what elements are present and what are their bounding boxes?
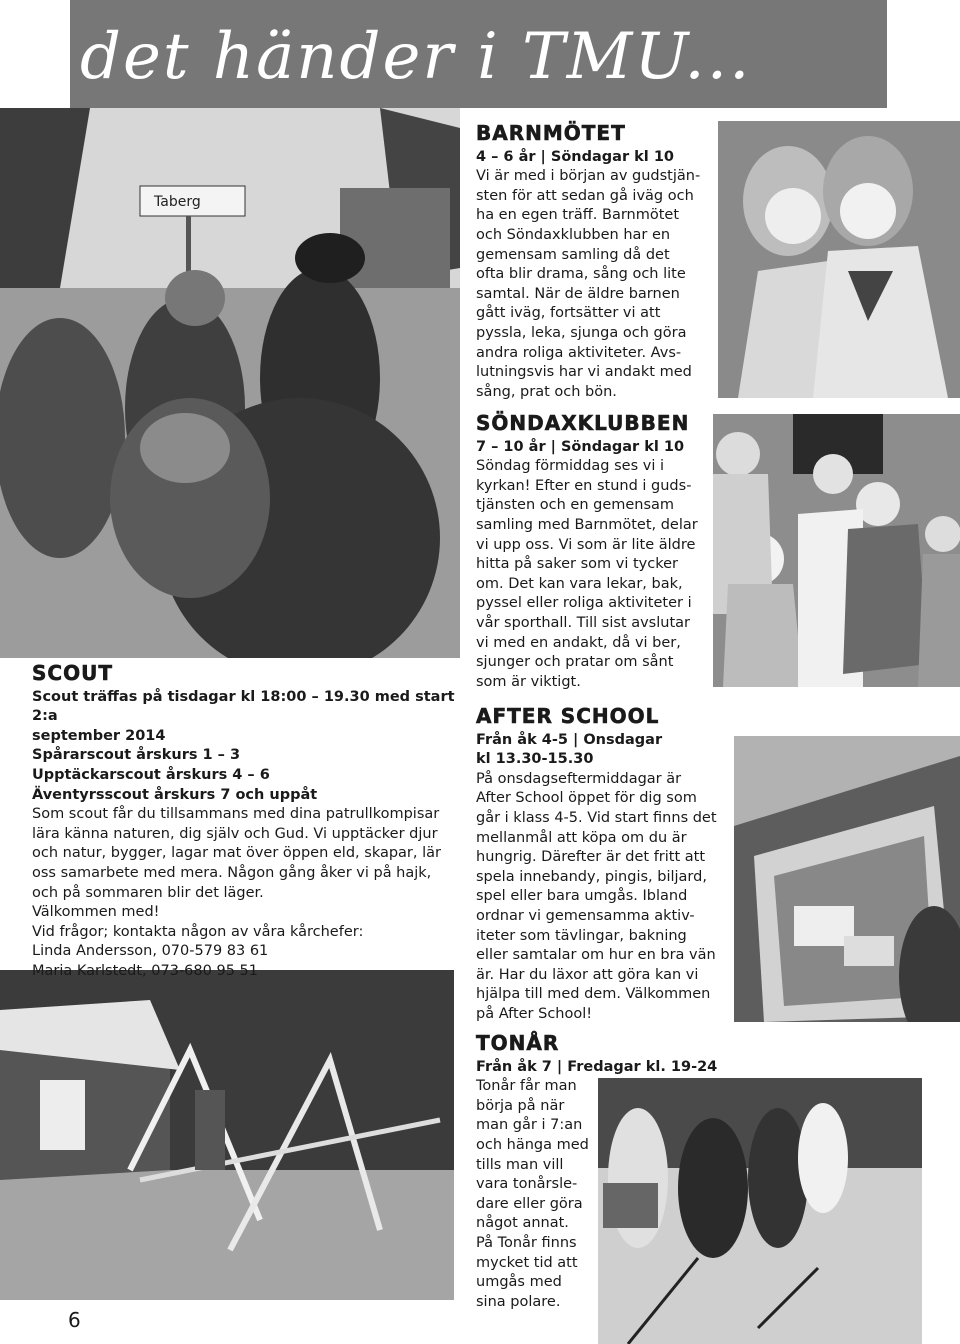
- text-line: andra roliga aktiviteter. Avs-: [476, 344, 682, 361]
- text-line: Söndag förmiddag ses vi i: [476, 458, 664, 475]
- text-line: sten för att sedan gå iväg och: [476, 187, 694, 204]
- text-line: Tonår får man: [476, 1078, 577, 1095]
- text-line: eller samtalar om hur en bra vän: [476, 947, 716, 964]
- after-school-photo: [734, 736, 960, 1022]
- text-line: tills man vill: [476, 1156, 564, 1173]
- text-line: på After School!: [476, 1005, 593, 1022]
- barnmotet-meta: 4 – 6 år | Söndagar kl 10: [476, 148, 674, 165]
- after-school-heading: AFTER SCHOOL: [476, 704, 660, 728]
- text-line: pyssla, leka, sjunga och göra: [476, 324, 687, 341]
- scout-meta-line: Äventyrsscout årskurs 7 och uppåt: [32, 786, 318, 803]
- text-line: mycket tid att: [476, 1254, 578, 1271]
- text-line: man går i 7:an: [476, 1117, 583, 1134]
- scout-meta-line: Spårarscout årskurs 1 – 3: [32, 747, 241, 764]
- scout-meta-line: Scout träffas på tisdagar kl 18:00 – 19.30 med start 2:a: [32, 688, 455, 725]
- text-line: Vi är med i början av gudstjän-: [476, 168, 701, 185]
- scout-camp-photo: [0, 108, 460, 658]
- text-line: något annat.: [476, 1215, 569, 1232]
- text-line: gemensam samling då det: [476, 246, 670, 263]
- text-line: dare eller göra: [476, 1195, 583, 1212]
- text-line: ha en egen träff. Barnmötet: [476, 207, 680, 224]
- text-line: som är viktigt.: [476, 673, 581, 690]
- text-line: samling med Barnmötet, delar: [476, 516, 698, 533]
- text-line: och hänga med: [476, 1136, 589, 1153]
- barnmotet-heading: BARNMÖTET: [476, 121, 626, 145]
- text-line: spel eller bara umgås. Ibland: [476, 888, 688, 905]
- text-line: och natur, bygger, lagar mat över öppen eld, skapar, lär: [32, 845, 441, 862]
- scout-meta-line: september 2014: [32, 727, 166, 744]
- text-line: iteter som tävlingar, bakning: [476, 927, 687, 944]
- text-line: sång, prat och bön.: [476, 383, 617, 400]
- sondaxklubben-section: [476, 411, 712, 692]
- text-line: hjälpa till med dem. Välkommen: [476, 986, 711, 1003]
- text-line: och på sommaren blir det läger.: [32, 884, 264, 901]
- text-line: hitta på saker som vi tycker: [476, 556, 678, 573]
- text-line: sjunger och pratar om sånt: [476, 654, 674, 671]
- page-number: 6: [68, 1308, 81, 1332]
- text-line: är. Har du läxor att göra kan vi: [476, 966, 699, 983]
- text-line: På onsdagseftermiddagar är: [476, 770, 682, 787]
- text-line: vi upp oss. Vi som är lite äldre: [476, 536, 696, 553]
- text-line: Maria Karlstedt, 073-680 95 51: [32, 962, 258, 979]
- text-line: Välkommen med!: [32, 904, 160, 921]
- tonar-heading: TONÅR: [476, 1031, 560, 1055]
- text-line: och Söndaxklubben har en: [476, 226, 671, 243]
- after-school-meta-line: kl 13.30-15.30: [476, 751, 594, 768]
- text-line: samtal. När de äldre barnen: [476, 285, 680, 302]
- text-line: Som scout får du tillsammans med dina patrullkompisar: [32, 806, 440, 823]
- sondaxklubben-photo: [713, 414, 960, 687]
- scout-section: [32, 661, 462, 982]
- text-line: oss samarbete med mera. Någon gång åker vi på hajk,: [32, 864, 432, 881]
- text-line: Linda Andersson, 070-579 83 61: [32, 943, 269, 960]
- scout-building-photo: [0, 970, 454, 1300]
- sondaxklubben-heading: SÖNDAXKLUBBEN: [476, 411, 690, 435]
- barnmotet-section: [476, 121, 716, 402]
- text-line: lutningsvis har vi andakt med: [476, 364, 692, 381]
- sign-text: Taberg: [154, 194, 201, 210]
- text-line: kyrkan! Efter en stund i guds-: [476, 477, 692, 494]
- text-line: After School öppet för dig som: [476, 790, 697, 807]
- after-school-meta-line: Från åk 4-5 | Onsdagar: [476, 731, 663, 748]
- tonar-section: [476, 1031, 736, 1312]
- text-line: går i klass 4-5. Vid start finns det: [476, 809, 717, 826]
- text-line: lära känna naturen, dig själv och Gud. Vi upptäcker djur: [32, 825, 438, 842]
- text-line: vår sporthall. Till sist avslutar: [476, 614, 690, 631]
- scout-meta-line: Upptäckarscout årskurs 4 – 6: [32, 766, 270, 783]
- text-line: vara tonårsle-: [476, 1176, 578, 1193]
- after-school-section: [476, 704, 726, 1025]
- text-line: om. Det kan vara lekar, bak,: [476, 575, 683, 592]
- text-line: Vid frågor; kontakta någon av våra kårchefer:: [32, 923, 364, 940]
- page-title: det händer i TMU...: [80, 20, 752, 94]
- text-line: På Tonår finns: [476, 1234, 577, 1251]
- text-line: ofta blir drama, sång och lite: [476, 266, 686, 283]
- text-line: tjänsten och en gemensam: [476, 497, 675, 514]
- text-line: börja på när: [476, 1097, 565, 1114]
- text-line: umgås med: [476, 1274, 562, 1291]
- text-line: ordnar vi gemensamma aktiv-: [476, 907, 695, 924]
- text-line: vi med en andakt, då vi ber,: [476, 634, 681, 651]
- barnmotet-photo: [718, 121, 960, 398]
- text-line: pyssel eller roliga aktiviteter i: [476, 595, 692, 612]
- text-line: sina polare.: [476, 1293, 561, 1310]
- sondaxklubben-meta: 7 – 10 år | Söndagar kl 10: [476, 438, 685, 455]
- text-line: hungrig. Därefter är det fritt att: [476, 849, 706, 866]
- tonar-meta: Från åk 7 | Fredagar kl. 19-24: [476, 1058, 718, 1075]
- scout-heading: SCOUT: [32, 661, 113, 685]
- text-line: gått iväg, fortsätter vi att: [476, 305, 661, 322]
- text-line: spela innebandy, pingis, biljard,: [476, 868, 707, 885]
- text-line: mellanmål att köpa om du är: [476, 829, 687, 846]
